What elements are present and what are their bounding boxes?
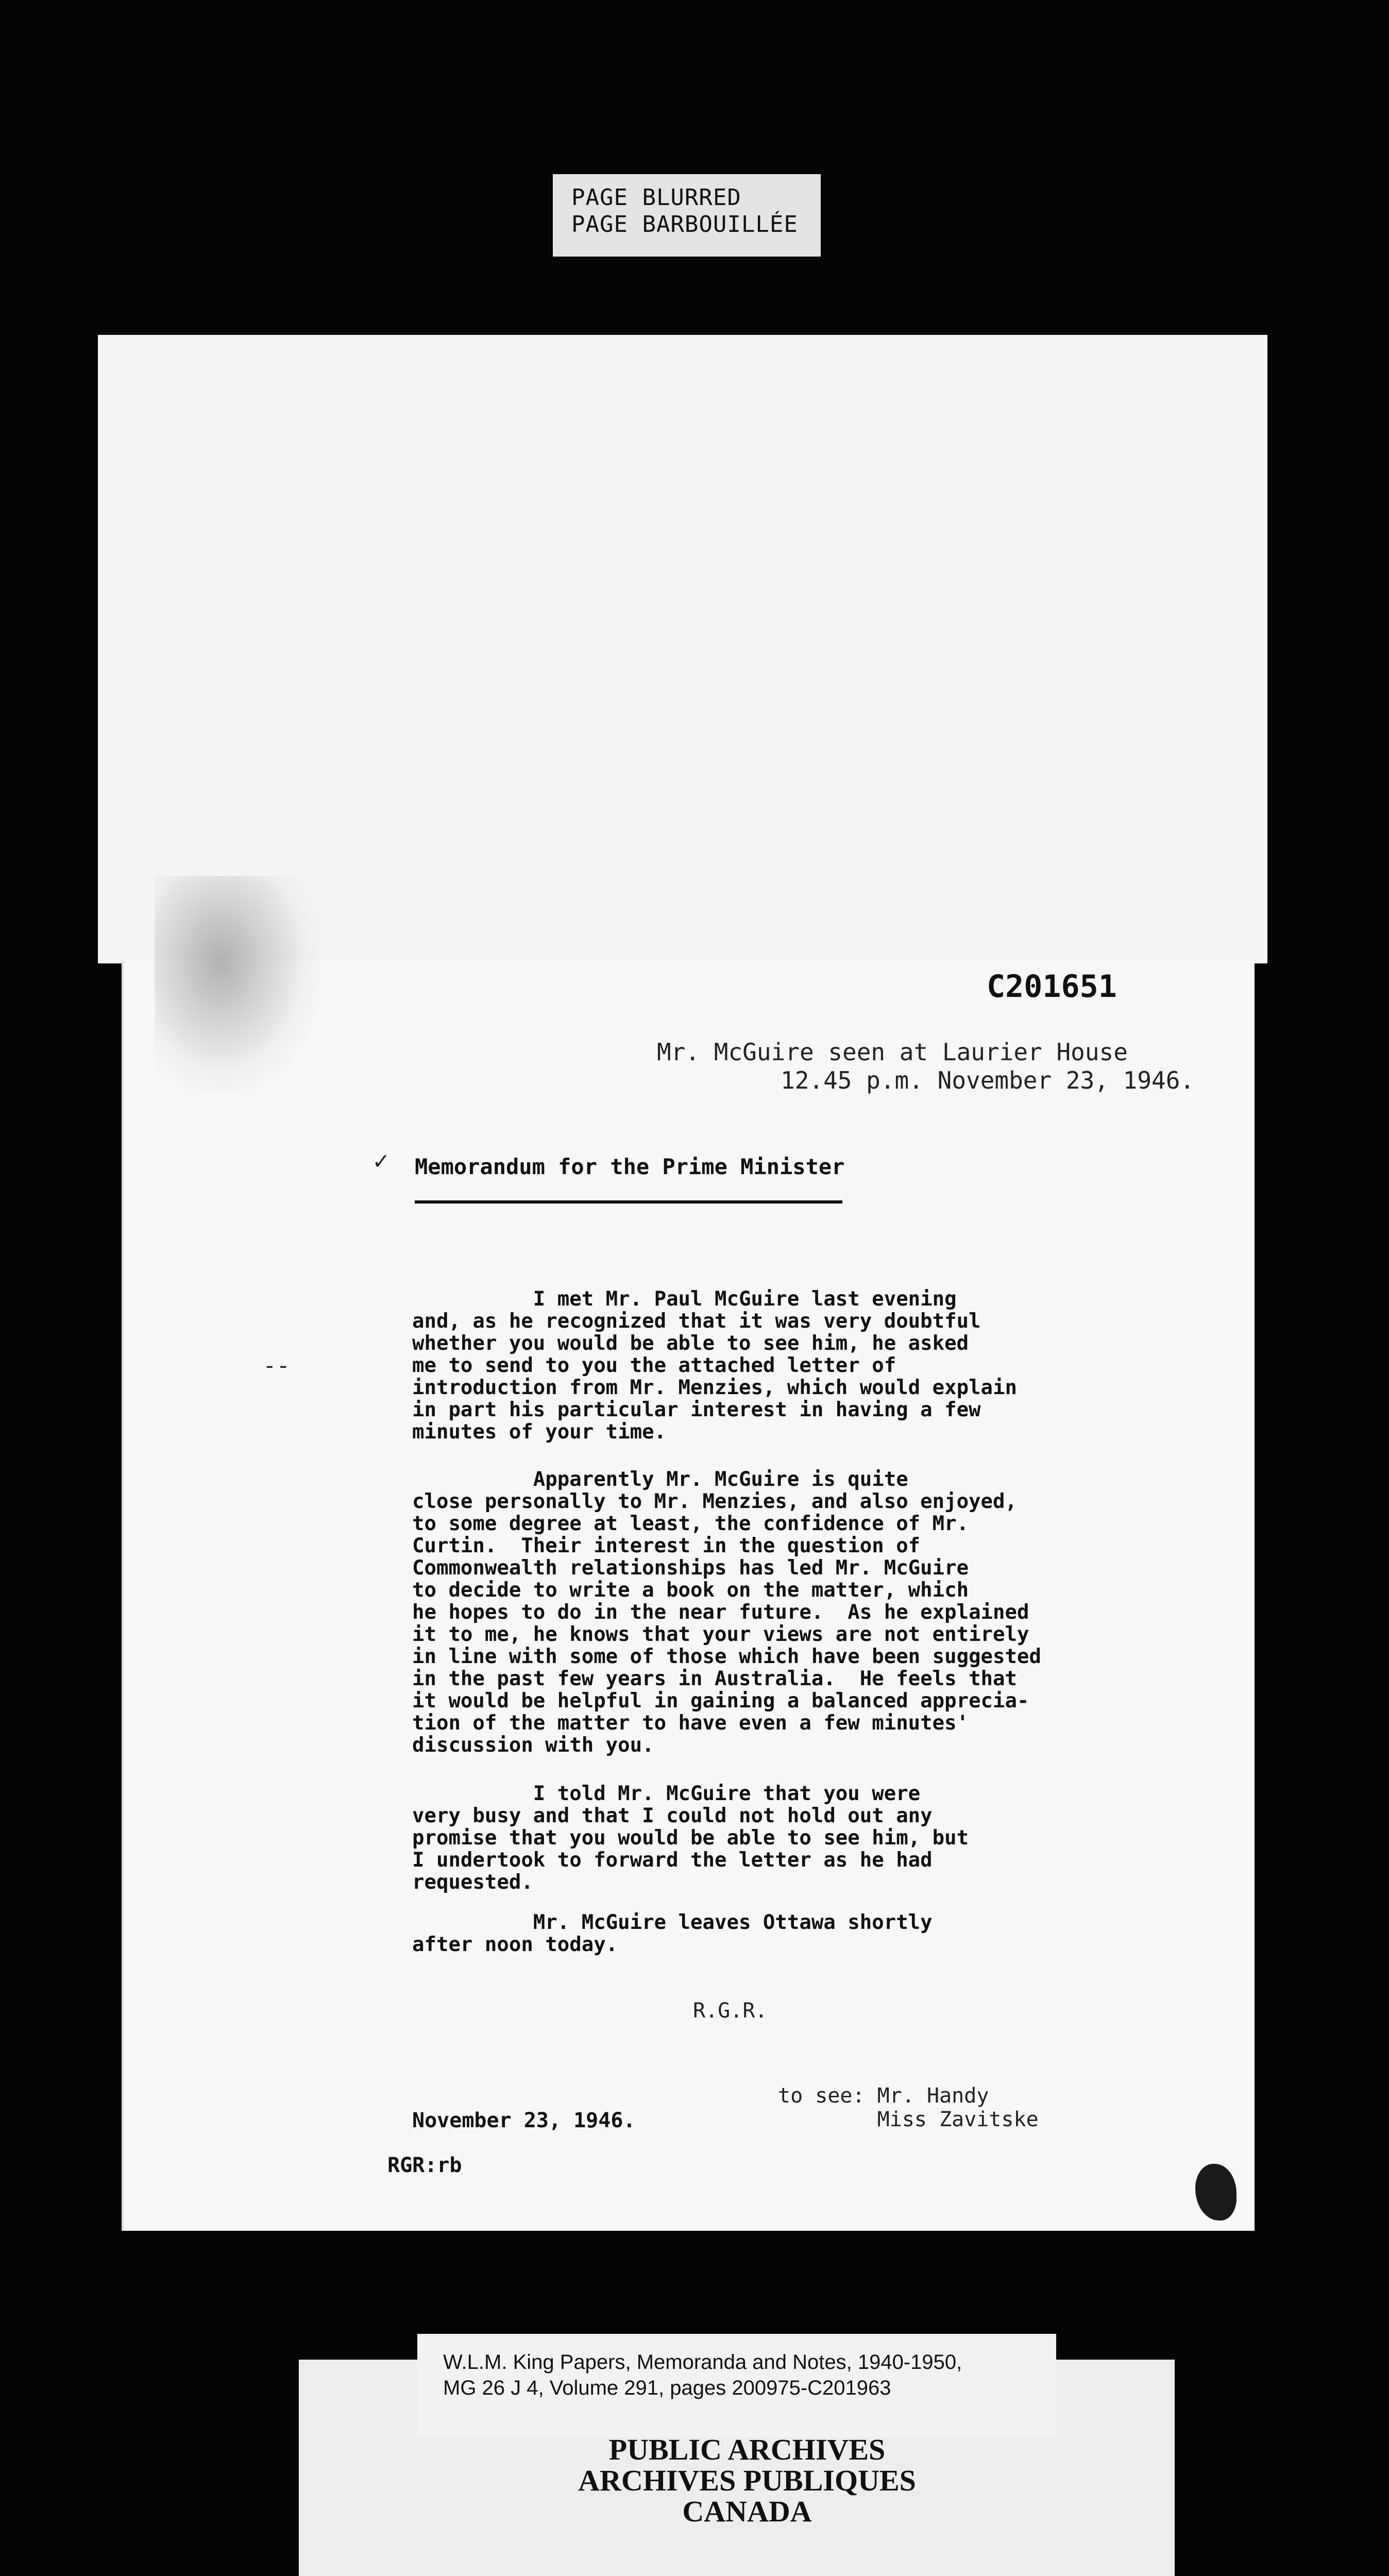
to-see-line-2: Miss Zavitske — [778, 2108, 1039, 2131]
citation-line-2: MG 26 J 4, Volume 291, pages 200975-C201963 — [443, 2377, 891, 2399]
check-mark: ✓ — [374, 1146, 388, 1175]
archive-line-2: ARCHIVES PUBLIQUES — [578, 2464, 916, 2497]
title-underline — [415, 1200, 842, 1204]
memo-paragraph-1: I met Mr. Paul McGuire last evening and, as he recognized that it was very doubtful whether you would be able to see him, he asked me to send to you the attached letter of introduction from Mr. Menzies, which would explain in part his particular interest in having a few minutes of your time. — [412, 1287, 1017, 1444]
to-see-line-1: to see: Mr. Handy — [778, 2084, 989, 2108]
reference-number: C201651 — [987, 969, 1117, 1005]
back-sheet — [98, 335, 1267, 963]
to-see-list — [778, 2084, 1039, 2131]
signoff-initials: R.G.R. — [693, 1999, 768, 2023]
archive-stamp — [515, 2434, 979, 2527]
memo-paragraph-4: Mr. McGuire leaves Ottawa shortly after noon today. — [412, 1911, 933, 1956]
label-line-english: PAGE BLURRED — [571, 184, 741, 211]
page-blurred-label — [553, 174, 821, 257]
archive-line-1: PUBLIC ARCHIVES — [608, 2433, 886, 2466]
source-citation — [417, 2334, 1056, 2437]
memo-title: Memorandum for the Prime Minister — [415, 1154, 845, 1179]
margin-mark: -- — [263, 1352, 290, 1379]
seen-line-1: Mr. McGuire seen at Laurier House — [657, 1038, 1128, 1066]
memo-date: November 23, 1946. — [412, 2109, 636, 2132]
memo-paragraph-2: Apparently Mr. McGuire is quite close personally to Mr. Menzies, and also enjoyed, to some degree at least, the confidence of Mr. Curtin. Their interest in the question of Commonwealth relationships has led Mr. McGuire to decide to write a book on the matter, which he hopes to do in the near future. As he explained it to me, he knows that your views are not entirely in line with some of those which have been suggested in the past few years in Australia. He feels that it would be helpful in gaining a balanced apprecia- tion of the matter to have even a few minutes' discussion with you. — [412, 1468, 1041, 1757]
citation-line-1: W.L.M. King Papers, Memoranda and Notes, 1940-1950, — [443, 2351, 962, 2374]
paper-stain — [155, 876, 319, 1092]
memo-paragraph-3: I told Mr. McGuire that you were very busy and that I could not hold out any promise that you would be able to see him, but I undertook to forward the letter as he had requested. — [412, 1782, 969, 1894]
typist-initials: RGR:rb — [387, 2154, 462, 2177]
seen-line-2: 12.45 p.m. November 23, 1946. — [781, 1066, 1195, 1094]
archive-line-3: CANADA — [682, 2495, 812, 2528]
label-line-french: PAGE BARBOUILLÉE — [571, 211, 798, 238]
